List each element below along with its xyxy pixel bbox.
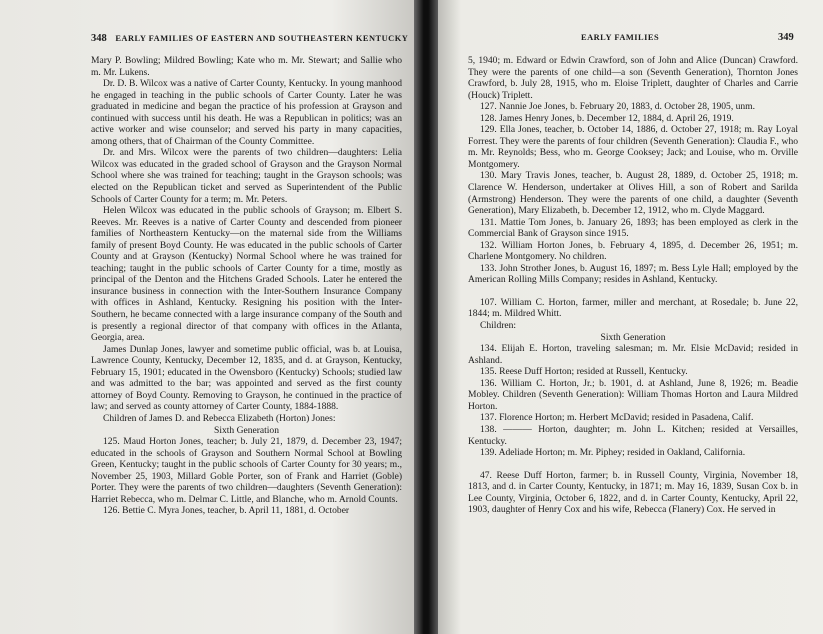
paragraph: 47. Reese Duff Horton, farmer; b. in Russell County, Virginia, November 18, 1813, and d. in Carter County, Kentucky, in 1871; m. May 16, 1839, Susan Cox b. in Lee County, Virginia, October 6, 1822, and d. in Carter County, Kentucky, April 22, 1903, daughter of Henry Cox and his wife, Rebecca (Flanery) Cox. He served in (468, 469, 798, 516)
paragraph: 131. Mattie Tom Jones, b. January 26, 1893; has been employed as clerk in the Commercial Bank of Grayson since 1915. (468, 216, 798, 240)
paragraph: 133. John Strother Jones, b. August 16, 1897; m. Bess Lyle Hall; employed by the American Rolling Mills Company; resides in Ashland, Kentucky. (468, 262, 798, 286)
generation-heading: Sixth Generation (600, 331, 666, 343)
paragraph: 136. William C. Horton, Jr.; b. 1901, d. at Ashland, June 8, 1926; m. Beadie Mobley. Children (Seventh Generation): William Thomas Horton and Laura Mildred Horton. (468, 377, 798, 412)
paragraph: 5, 1940; m. Edward or Edwin Crawford, son of John and Alice (Duncan) Crawford. They were the parents of one child—a son (Seventh Generation), Thornton Jones Crawford, b. July 28, 1915, who m. Eloise Triplett, daughter of Charles and Carrie (Houck) Triplett. (468, 55, 798, 101)
paragraph: 127. Nannie Joe Jones, b. February 20, 1883, d. October 28, 1905, unm. (480, 101, 755, 113)
paragraph: 130. Mary Travis Jones, teacher, b. August 28, 1889, d. October 25, 1918; m. Clarence W. Henderson, undertaker at Olives Hill, a son of Robert and Sarilda (Armstrong) Henderson. They were the parents of one child, a daughter (Seventh Generation), Mary Elizabeth, b. December 12, 1912, who m. Clyde Maggard. (468, 170, 798, 217)
paragraph: 125. Maud Horton Jones, teacher; b. July 21, 1879, d. December 23, 1947; educated in the schools of Grayson and Southern Normal School at Bowling Green, Kentucky; taught in the public schools of Carter County for 30 years; m., November 25, 1903, Millard Goble Porter, son of Frank and Harriet (Goble) Porter. They were the parents of two children—daughters (Seventh Generation): Harriet Rebecca, who m. Delmar C. Little, and Blanche, who m. Arnold Counts. (91, 436, 402, 505)
paragraph: 126. Bettie C. Myra Jones, teacher, b. April 11, 1881, d. October (103, 505, 350, 517)
paragraph: 129. Ella Jones, teacher, b. October 14, 1886, d. October 27, 1918; m. Ray Loyal Forrest. They were the parents of four children (Seventh Generation): Claudia F., who m. Mr. Reynolds; Bess, who m. George Cooksey; Jack; and Louise, who m. Orville Montgomery. (468, 124, 798, 170)
left-page-header (91, 33, 408, 44)
book-gutter (414, 0, 438, 634)
paragraph: Helen Wilcox was educated in the public schools of Grayson; m. Elbert S. Reeves. Mr. Reeves is a native of Carter County and descended from pioneer families of Northeastern Kentucky—on the maternal side from the Williams family of present Boyd County. He was educated in the public schools of Carter County and at Grayson (Kentucky) Normal School where he was trained for teaching; taught in the public schools of Carter County for a time, mostly as principal of the Denton and the Hitchens Graded Schools. Later he entered the insurance business in connection with the Inter-Southern Insurance Company with offices in Ashland, Kentucky. Resigning his position with the Inter-Southern, he became connected with a large insurance company of the South and is presently a regional director of that company with offices in the Atlanta, Georgia, area. (91, 205, 402, 344)
paragraph: 139. Adeliade Horton; m. Mr. Piphey; resided in Oakland, California. (480, 447, 746, 459)
paragraph: 128. James Henry Jones, b. December 12, 1884, d. April 26, 1919. (480, 112, 734, 124)
generation-heading: Sixth Generation (214, 424, 279, 436)
paragraph: 107. William C. Horton, farmer, miller and merchant, at Rosedale; b. June 22, 1844; m. Mildred Whitt. (468, 296, 798, 320)
right-text-column (468, 55, 798, 516)
paragraph: Children: (480, 320, 517, 332)
left-running-head: EARLY FAMILIES OF EASTERN AND SOUTHEASTERN KENTUCKY (115, 34, 409, 43)
left-page-number: 348 (91, 33, 107, 44)
paragraph: 132. William Horton Jones, b. February 4, 1895, d. December 26, 1951; m. Charlene Montgomery. No children. (468, 239, 798, 263)
paragraph: 137. Florence Horton; m. Herbert McDavid; resided in Pasadena, Calif. (480, 412, 754, 424)
right-page (438, 0, 823, 634)
right-running-head: EARLY FAMILIES (581, 33, 660, 42)
paragraph: 134. Elijah E. Horton, traveling salesman; m. Mr. Elsie McDavid; resided in Ashland. (468, 343, 798, 366)
paragraph: Children of James D. and Rebecca Elizabeth (Horton) Jones: (103, 412, 336, 424)
left-text-column (91, 55, 402, 517)
paragraph: Dr. D. B. Wilcox was a native of Carter County, Kentucky. In young manhood he engaged in teaching in the public schools of Carter County. Later he was graduated in medicine and began the practice of his profession at Grayson and continued with success until his death. He was a Republican in politics; was an active worker and wise counselor; and served his party in many capacities, among others, that of Chairman of the County Committee. (91, 78, 402, 147)
paragraph: 135. Reese Duff Horton; resided at Russell, Kentucky. (480, 366, 688, 378)
paragraph: 138. ——— Horton, daughter; m. John L. Kitchen; resided at Versailles, Kentucky. (468, 423, 798, 447)
right-page-number: 349 (778, 32, 794, 43)
paragraph: Mary P. Bowling; Mildred Bowling; Kate who m. Mr. Stewart; and Sallie who m. Mr. Lukens. (91, 55, 402, 78)
paragraph: Dr. and Mrs. Wilcox were the parents of two children—daughters: Lelia Wilcox was educated in the graded school of Grayson and the Grayson Normal School where she was trained for teaching; taught in the Grayson schools; was elected on the Republican ticket and served as Superintendent of the Public Schools of Carter County for a term; m. Mr. Peters. (91, 147, 402, 205)
paragraph: James Dunlap Jones, lawyer and sometime public official, was b. at Louisa, Lawrence County, Kentucky, December 12, 1835, and d. at Grayson, Kentucky, February 15, 1901; educated in the Owensboro (Kentucky) Schools; studied law and was admitted to the bar; was appointed and served as the first county attorney of Boyd County. Removing to Grayson, he continued in the practice of law; and served as county attorney of Carter County, 1884-1888. (91, 343, 402, 413)
